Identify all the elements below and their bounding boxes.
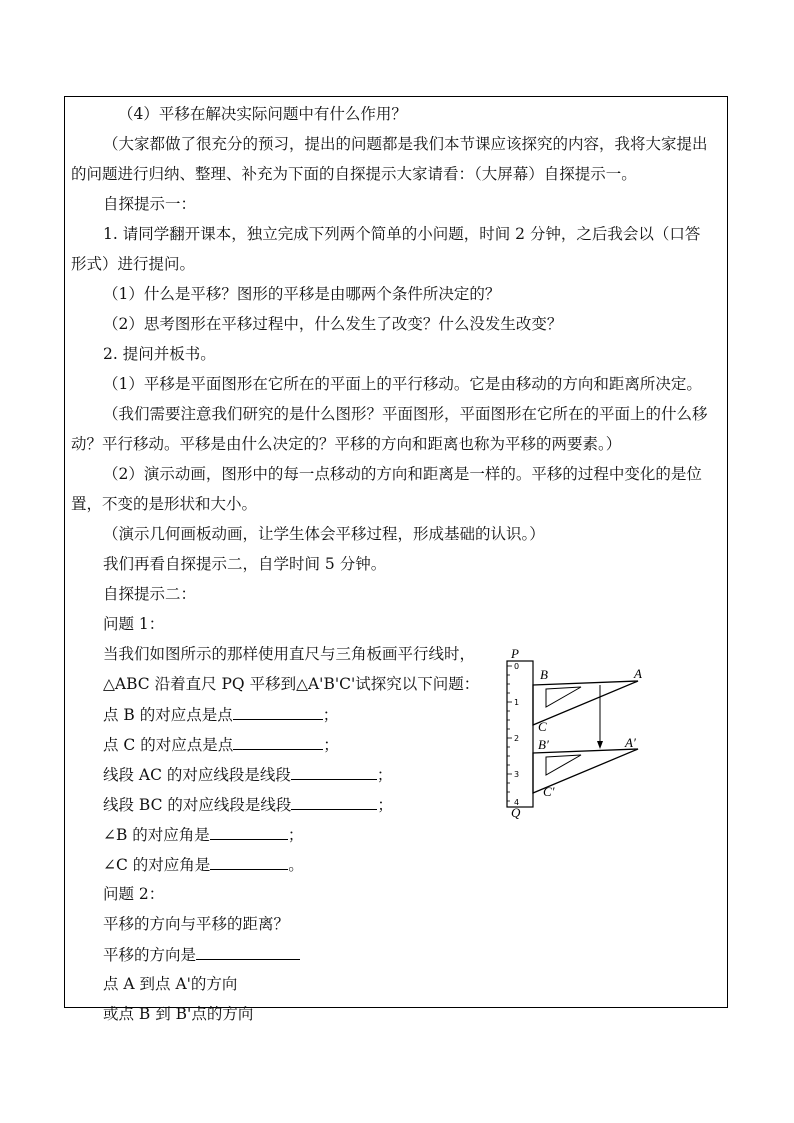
ruler-tick-label: 3 bbox=[514, 770, 520, 779]
label-B: B bbox=[540, 667, 548, 682]
triangle-ABC-inner bbox=[546, 687, 581, 707]
question-line bbox=[103, 794, 393, 815]
question-line bbox=[103, 734, 339, 755]
answer-blank[interactable] bbox=[291, 764, 377, 780]
semicolon: ； bbox=[322, 706, 339, 724]
period: 。 bbox=[288, 856, 304, 874]
question-text: 平移的方向是 bbox=[103, 946, 197, 964]
text-line: 自探提示二： bbox=[103, 585, 197, 603]
text-line: （我们需要注意我们研究的是什么图形？平面图形，平面图形在它所在的平面上的什么移 bbox=[103, 405, 708, 423]
label-Q: Q bbox=[511, 805, 521, 820]
answer-blank[interactable] bbox=[233, 734, 323, 750]
semicolon: ； bbox=[287, 826, 304, 844]
question-text: ∠B 的对应角是 bbox=[103, 826, 210, 844]
question-text: 点 C 的对应点是点 bbox=[103, 736, 234, 754]
text-line: 的问题进行归纳、整理、补充为下面的自探提示大家请看：（大屏幕）自探提示一。 bbox=[71, 165, 637, 183]
text-line: 问题 1： bbox=[103, 615, 165, 633]
answer-blank[interactable] bbox=[210, 854, 288, 870]
question-text: ∠C 的对应角是 bbox=[103, 856, 211, 874]
label-C: C bbox=[538, 719, 547, 734]
label-P: P bbox=[511, 646, 519, 661]
text-line: （1）什么是平移？图形的平移是由哪两个条件所决定的？ bbox=[103, 285, 501, 303]
text-line: 1. 请同学翻开课本，独立完成下列两个简单的小问题，时间 2 分钟，之后我会以（口答 bbox=[103, 225, 701, 243]
text-line: （演示几何画板动画，让学生体会平移过程，形成基础的认识。） bbox=[103, 525, 545, 543]
answer-blank[interactable] bbox=[196, 944, 300, 960]
text-line: 当我们如图所示的那样使用直尺与三角板画平行线时， bbox=[103, 645, 476, 663]
label-A-prime: A′ bbox=[625, 735, 636, 750]
text-line: 点 A 到点 A'的方向 bbox=[103, 975, 238, 993]
ruler-ticks bbox=[507, 666, 512, 801]
text-line: 我们再看自探提示二，自学时间 5 分钟。 bbox=[103, 555, 387, 573]
question-line bbox=[103, 824, 303, 845]
label-C-prime: C′ bbox=[543, 784, 555, 799]
text-line: 自探提示一： bbox=[103, 195, 197, 213]
text-line: 或点 B 到 B'点的方向 bbox=[103, 1005, 254, 1023]
arrow-head bbox=[597, 741, 603, 749]
question-text: 点 B 的对应点是点 bbox=[103, 706, 233, 724]
text-line: 平移的方向与平移的距离？ bbox=[103, 915, 290, 933]
label-B-prime: B′ bbox=[538, 737, 549, 752]
text-line: 动？平行移动。平移是由什么决定的？平移的方向和距离也称为平移的两要素。） bbox=[71, 435, 622, 453]
question-line bbox=[103, 944, 300, 965]
text-line: （1）平移是平面图形在它所在的平面上的平行移动。它是由移动的方向和距离所决定。 bbox=[103, 375, 702, 393]
triangle-ABC bbox=[533, 681, 638, 725]
text-line: （2）演示动画，图形中的每一点移动的方向和距离是一样的。平移的过程中变化的是位 bbox=[103, 465, 702, 483]
answer-blank[interactable] bbox=[210, 824, 288, 840]
ruler-tick-label: 4 bbox=[514, 798, 520, 807]
question-text: 线段 AC 的对应线段是线段 bbox=[103, 766, 291, 784]
question-text: 线段 BC 的对应线段是线段 bbox=[103, 796, 292, 814]
semicolon: ； bbox=[377, 796, 393, 814]
triangle-A1B1C1-inner bbox=[546, 755, 581, 775]
ruler-triangle-figure bbox=[500, 645, 660, 820]
text-line: 置，不变的是形状和大小。 bbox=[71, 495, 258, 513]
ruler bbox=[507, 661, 533, 807]
triangle-A1B1C1 bbox=[533, 749, 638, 793]
question-line bbox=[103, 704, 338, 725]
question-line bbox=[103, 764, 392, 785]
text-line: （4）平移在解决实际问题中有什么作用？ bbox=[118, 105, 407, 123]
text-line: （大家都做了很充分的预习，提出的问题都是我们本节课应该探究的内容，我将大家提出 bbox=[103, 135, 708, 153]
semicolon: ； bbox=[376, 766, 393, 784]
label-A: A bbox=[634, 666, 642, 681]
text-line: 形式）进行提问。 bbox=[71, 255, 196, 273]
question-line bbox=[103, 854, 304, 875]
answer-blank[interactable] bbox=[291, 794, 377, 810]
text-line: △ABC 沿着直尺 PQ 平移到△A'B'C'试探究以下问题： bbox=[103, 675, 480, 693]
text-line: 2. 提问并板书。 bbox=[103, 345, 216, 363]
semicolon: ； bbox=[323, 736, 339, 754]
text-line: 问题 2： bbox=[103, 885, 165, 903]
ruler-tick-label: 0 bbox=[514, 662, 520, 671]
ruler-tick-label: 1 bbox=[514, 698, 520, 707]
text-line: （2）思考图形在平移过程中，什么发生了改变？什么没发生改变？ bbox=[103, 315, 563, 333]
ruler-tick-label: 2 bbox=[514, 734, 520, 743]
answer-blank[interactable] bbox=[233, 704, 323, 720]
